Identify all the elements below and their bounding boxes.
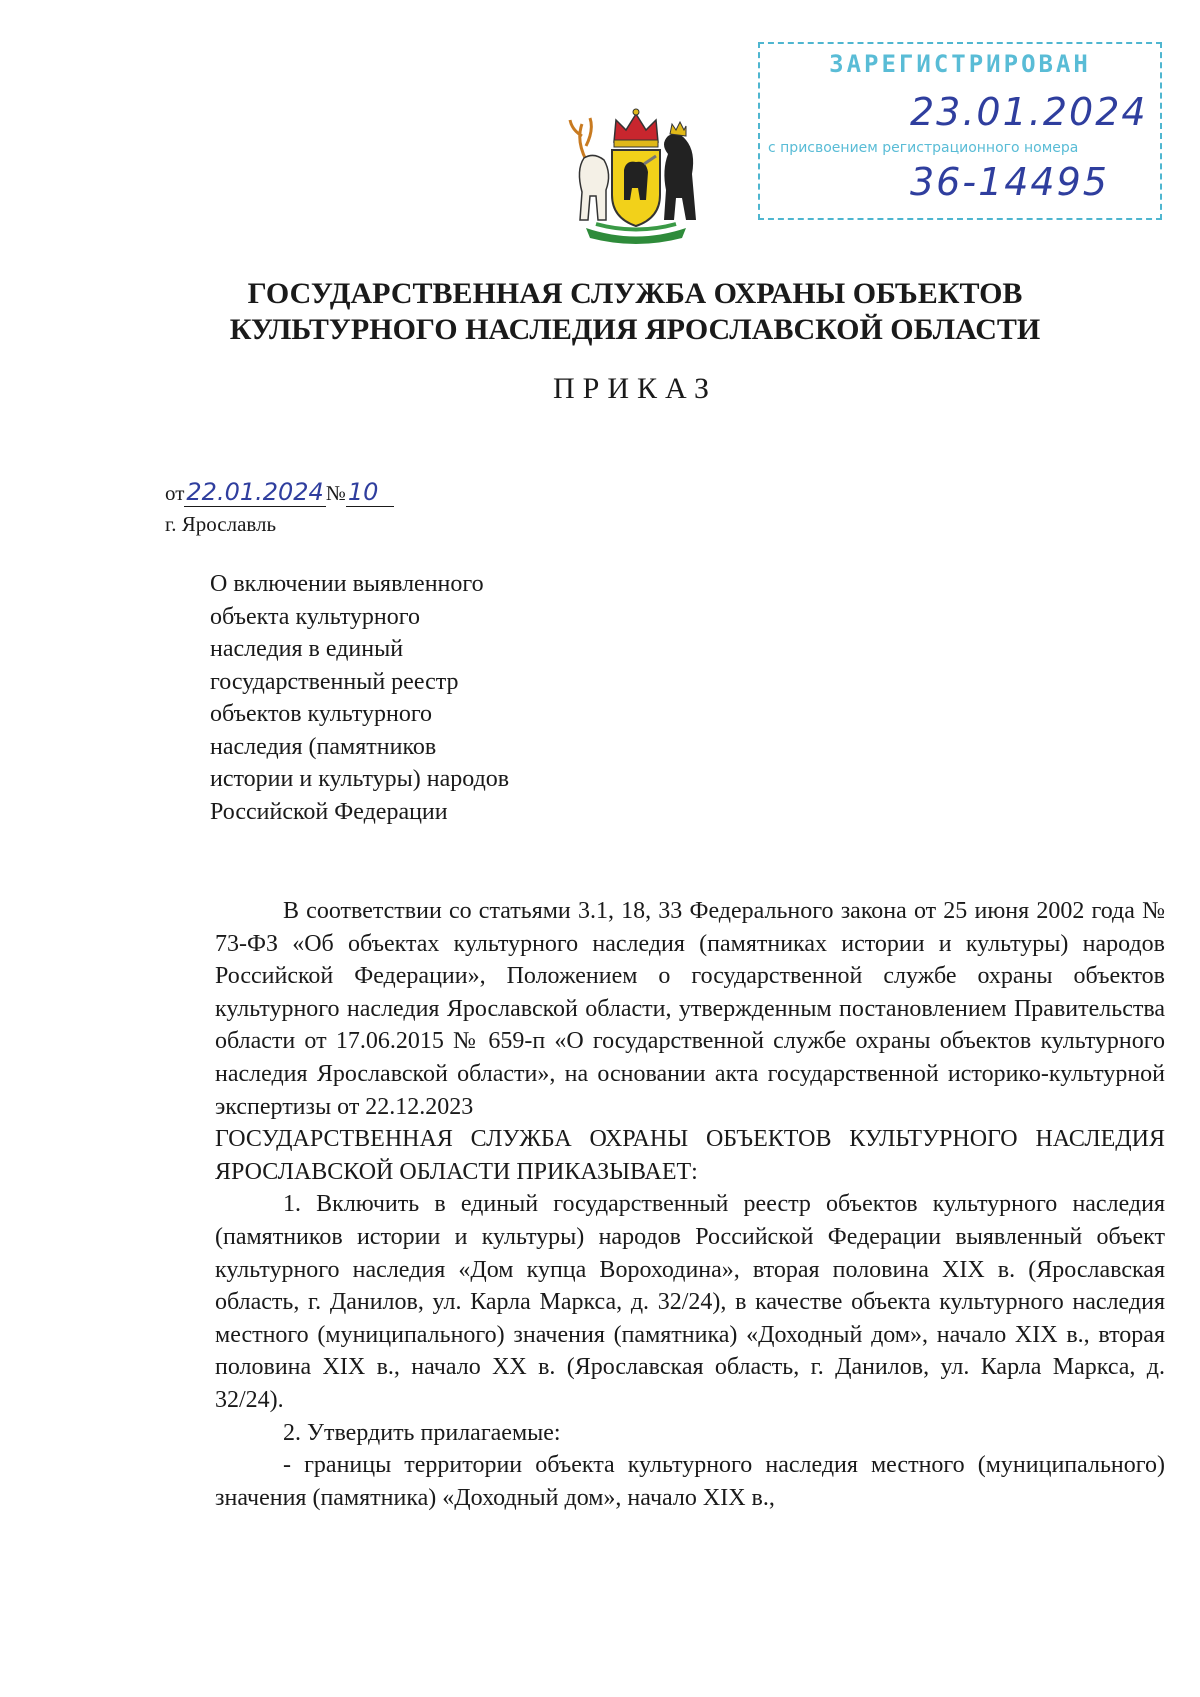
organization-title [150,276,1120,348]
subject-line: О включении выявленного [210,571,484,597]
order-subject [210,568,610,828]
org-title-line2: КУЛЬТУРНОГО НАСЛЕДИЯ ЯРОСЛАВСКОЙ ОБЛАСТИ [229,313,1041,346]
order-meta [165,478,394,507]
city: г. Ярославль [165,512,277,536]
order-item-2-sub: - границы территории объекта культурного наследия местного (муниципального) значения (памятника) «Доходный дом», начало XIX в., [215,1452,1165,1511]
orders-heading: ГОСУДАРСТВЕННАЯ СЛУЖБА ОХРАНЫ ОБЪЕКТОВ КУЛЬТУРНОГО НАСЛЕДИЯ ЯРОСЛАВСКОЙ ОБЛАСТИ ПРИКАЗЫВАЕТ: [215,1126,1165,1185]
stamp-subtitle: с присвоением регистрационного номера [768,140,1079,156]
order-number: 10 [346,478,394,507]
registration-stamp [758,42,1162,220]
org-title-line1: ГОСУДАРСТВЕННАЯ СЛУЖБА ОХРАНЫ ОБЪЕКТОВ [247,277,1023,310]
stamp-date: 23.01.2024 [910,90,1148,134]
from-label: от [165,481,185,505]
order-item-2: 2. Утвердить прилагаемые: [283,1419,561,1446]
subject-line: объекта культурного [210,603,420,630]
order-date: 22.01.2024 [186,478,324,506]
order-body [215,895,1165,1514]
subject-line: наследия (памятников [210,733,437,760]
subject-line: объектов культурного [210,701,433,727]
yaroslavl-oblast-coat-of-arms-icon [556,100,716,245]
number-label: № [325,481,346,505]
subject-line: истории и культуры) народов [210,766,510,792]
document-type: ПРИКАЗ [553,372,717,405]
stamp-title: ЗАРЕГИСТРИРОВАН [829,50,1091,78]
stamp-number: 36-14495 [910,160,1109,204]
subject-line: государственный реестр [210,668,459,695]
preamble-paragraph: В соответствии со статьями 3.1, 18, 33 Федерального закона от 25 июня 2002 года № 73-ФЗ «Об объектах культурного наследия (памятниках истории и культуры) народов Российской Федерации», Положением о государственной службе охраны объектов культурного наследия Ярославской области, утвержденным постановлением Правительства области от 17.06.2015 № 659-п «О государственной службе охраны объектов культурного наследия Ярославской области», на основании акта государственной историко-культурной экспертизы от 22.12.2023 [215,898,1165,1120]
subject-line: наследия в единый [210,636,404,662]
order-item-1: 1. Включить в единый государственный реестр объектов культурного наследия (памятников истории и культуры) народов Российской Федерации выявленный объект культурного наследия «Дом купца Вороходина», вторая половина XIX в. (Ярославская область, г. Данилов, ул. Карла Маркса, д. 32/24), в качестве объекта культурного наследия местного (муниципального) значения (памятника) «Доходный дом», начало XIX в., вторая половина XIX в., начало XX в. (Ярославская область, г. Данилов, ул. Карла Маркса, д. 32/24). [215,1191,1165,1413]
subject-line: Российской Федерации [210,798,448,825]
